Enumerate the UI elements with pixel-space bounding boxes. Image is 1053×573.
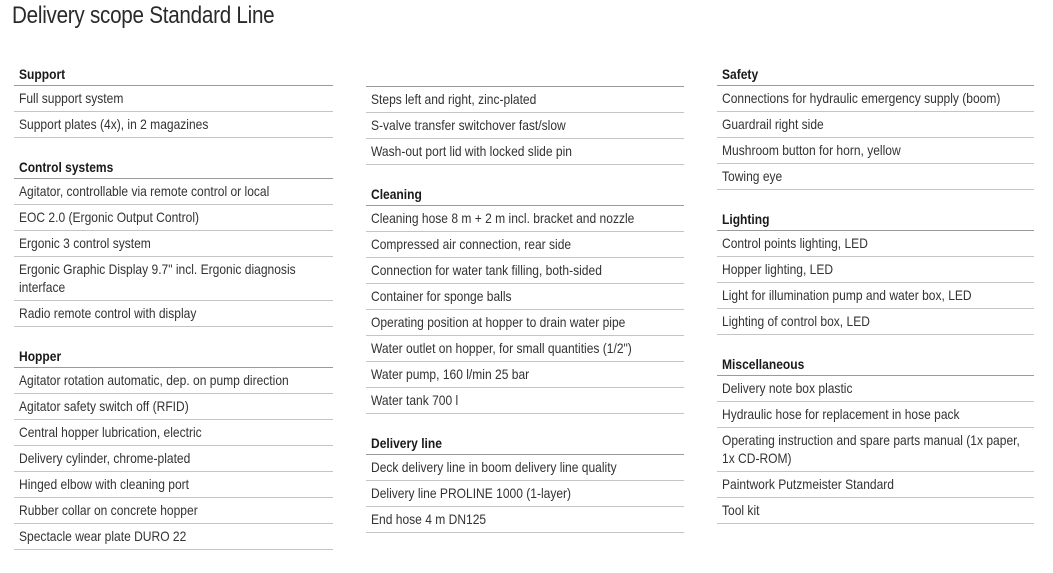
list-item: Delivery note box plastic: [717, 376, 1034, 402]
list-item: Paintwork Putzmeister Standard: [717, 472, 1034, 498]
section-title: Delivery line: [366, 433, 684, 455]
column-2: [366, 64, 684, 533]
list-item: Full support system: [14, 86, 333, 112]
column-3: [717, 64, 1034, 524]
list-item: Lighting of control box, LED: [717, 309, 1034, 335]
section-cleaning: [366, 184, 684, 414]
section-miscellaneous: [717, 354, 1034, 524]
list-item: Agitator safety switch off (RFID): [14, 394, 333, 420]
section-safety: [717, 64, 1034, 190]
section-title: Miscellaneous: [717, 354, 1034, 376]
list-item: Towing eye: [717, 164, 1034, 190]
list-item: Wash-out port lid with locked slide pin: [366, 139, 684, 165]
list-item: S-valve transfer switchover fast/slow: [366, 113, 684, 139]
list-item: Container for sponge balls: [366, 284, 684, 310]
section-lighting: [717, 209, 1034, 335]
list-item: Deck delivery line in boom delivery line quality: [366, 455, 684, 481]
section-control-systems: [14, 157, 333, 327]
list-item: Ergonic 3 control system: [14, 231, 333, 257]
list-item: Agitator rotation automatic, dep. on pump direction: [14, 368, 333, 394]
column-1: [14, 64, 333, 550]
list-item: EOC 2.0 (Ergonic Output Control): [14, 205, 333, 231]
section-title: Support: [14, 64, 333, 86]
list-item: Rubber collar on concrete hopper: [14, 498, 333, 524]
list-item: Spectacle wear plate DURO 22: [14, 524, 333, 550]
list-item: Radio remote control with display: [14, 301, 333, 327]
list-item: Agitator, controllable via remote control or local: [14, 179, 333, 205]
section-hopper-continued: [366, 64, 684, 165]
section-title: Control systems: [14, 157, 333, 179]
list-item: Central hopper lubrication, electric: [14, 420, 333, 446]
section-hopper: [14, 346, 333, 550]
list-item: Cleaning hose 8 m + 2 m incl. bracket and nozzle: [366, 206, 684, 232]
list-item: Light for illumination pump and water box, LED: [717, 283, 1034, 309]
page-title: Delivery scope Standard Line: [12, 2, 275, 29]
list-item: Operating position at hopper to drain water pipe: [366, 310, 684, 336]
section-title: Cleaning: [366, 184, 684, 206]
section-delivery-line: [366, 433, 684, 533]
list-item: Hydraulic hose for replacement in hose pack: [717, 402, 1034, 428]
list-item: Water pump, 160 l/min 25 bar: [366, 362, 684, 388]
list-item: Hopper lighting, LED: [717, 257, 1034, 283]
list-item: Operating instruction and spare parts manual (1x paper, 1x CD-ROM): [717, 428, 1034, 472]
list-item: Steps left and right, zinc-plated: [366, 86, 684, 113]
list-item: Mushroom button for horn, yellow: [717, 138, 1034, 164]
list-item: Guardrail right side: [717, 112, 1034, 138]
list-item: End hose 4 m DN125: [366, 507, 684, 533]
list-item: Ergonic Graphic Display 9.7" incl. Ergonic diagnosis interface: [14, 257, 333, 301]
list-item: Tool kit: [717, 498, 1034, 524]
list-item: Water outlet on hopper, for small quantities (1/2"): [366, 336, 684, 362]
list-item: Compressed air connection, rear side: [366, 232, 684, 258]
section-title: Safety: [717, 64, 1034, 86]
list-item: Water tank 700 l: [366, 388, 684, 414]
section-title: Lighting: [717, 209, 1034, 231]
list-item: Connection for water tank filling, both-sided: [366, 258, 684, 284]
list-item: Control points lighting, LED: [717, 231, 1034, 257]
section-support: [14, 64, 333, 138]
list-item: Delivery line PROLINE 1000 (1-layer): [366, 481, 684, 507]
list-item: Support plates (4x), in 2 magazines: [14, 112, 333, 138]
list-item: Delivery cylinder, chrome-plated: [14, 446, 333, 472]
section-title: Hopper: [14, 346, 333, 368]
list-item: Connections for hydraulic emergency supply (boom): [717, 86, 1034, 112]
list-item: Hinged elbow with cleaning port: [14, 472, 333, 498]
